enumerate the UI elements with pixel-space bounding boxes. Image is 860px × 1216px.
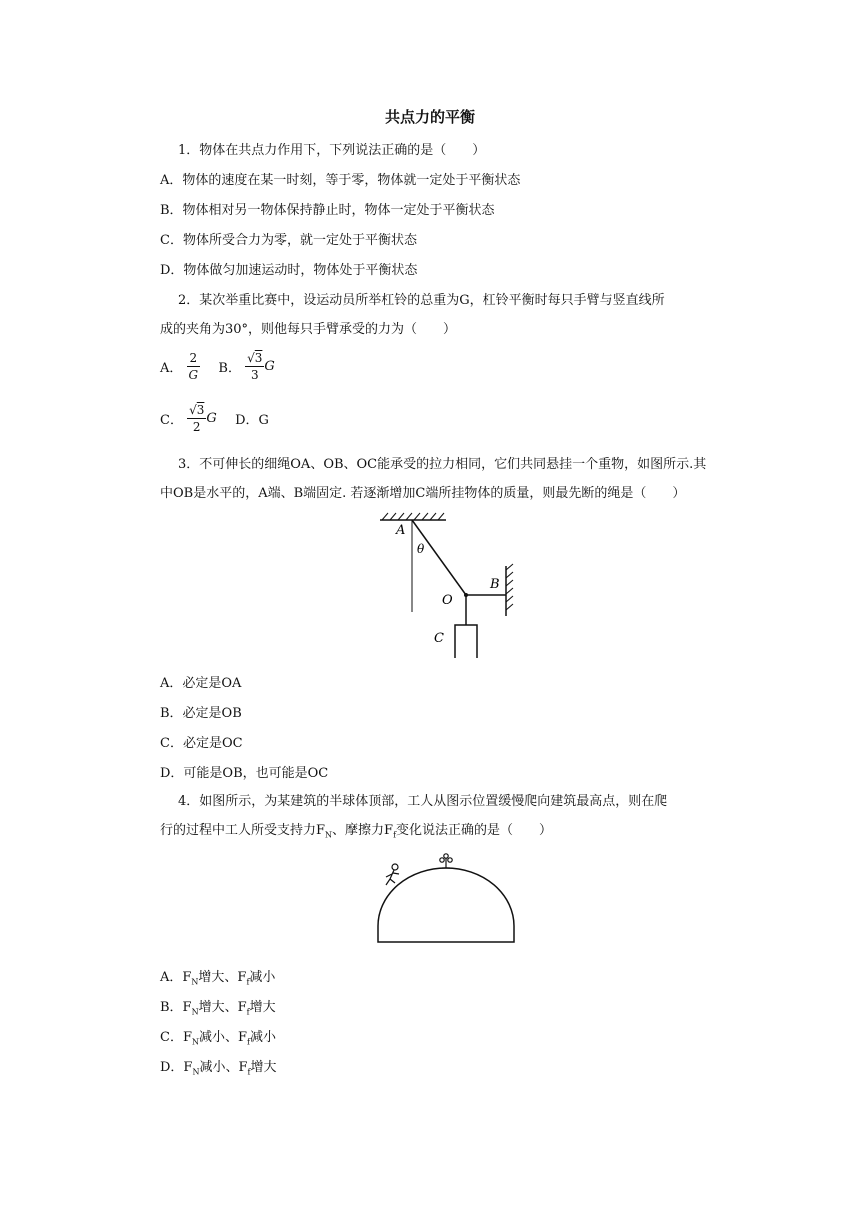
q4-option-c: C．$F_N$减小、$F_f$减小 — [160, 1030, 276, 1047]
q3-label-c: C — [434, 631, 444, 646]
q2-option-a-label: A． — [160, 361, 183, 376]
finial-icon — [440, 854, 452, 868]
q4-figure-dome — [370, 846, 520, 946]
q1-option-b: B．物体相对另一物体保持静止时，物体一定处于平衡状态 — [160, 203, 495, 218]
q2-c-g: G — [206, 411, 217, 426]
q1-stem: 1．物体在共点力作用下，下列说法正确的是（ ） — [178, 143, 486, 158]
q3-label-a: A — [396, 523, 406, 538]
q2-option-b-label: B． — [218, 361, 241, 376]
q1-option-a: A．物体的速度在某一时刻，等于零，物体就一定处于平衡状态 — [160, 173, 521, 188]
q3-stem-line1: 3．不可伸长的细绳OA、OB、OC能承受的拉力相同，它们共同悬挂一个重物，如图所示.其 — [178, 457, 707, 472]
q2-b-numerator: √3 — [247, 351, 263, 365]
q4-option-b: B．$F_N$增大、$F_f$增大 — [160, 1000, 276, 1017]
q2-stem-line1: 2．某次举重比赛中，设运动员所举杠铃的总重为G，杠铃平衡时每只手臂与竖直线所 — [178, 293, 665, 308]
q4-option-d: D．$F_N$减小、$F_f$增大 — [160, 1060, 277, 1077]
q4-option-a: A．$F_N$增大、$F_f$减小 — [160, 970, 276, 987]
q2-c-denominator: 2 — [192, 420, 201, 434]
q2-b-denominator: 3 — [250, 368, 259, 382]
q2-option-c-label: C． — [160, 413, 183, 428]
q4-stem-line1: 4．如图所示，为某建筑的半球体顶部，工人从图示位置缓慢爬向建筑最高点，则在爬 — [178, 794, 668, 809]
q3-stem-line2: 中OB是水平的，A端、B端固定. 若逐渐增加C端所挂物体的质量，则最先断的绳是（ ） — [160, 486, 686, 501]
q2-option-d: D．G — [235, 413, 269, 428]
q3-label-b: B — [490, 577, 500, 592]
q3-option-d: D．可能是OB，也可能是OC — [160, 766, 329, 781]
q3-label-theta: θ — [417, 542, 425, 556]
q2-options-row2 — [160, 402, 269, 435]
q1-option-d: D．物体做匀加速运动时，物体处于平衡状态 — [160, 263, 418, 278]
q2-stem-line2: 成的夹角为30°，则他每只手臂承受的力为（ ） — [160, 322, 457, 337]
q3-option-c: C．必定是OC — [160, 736, 243, 751]
page-title: 共点力的平衡 — [384, 108, 475, 126]
q1-option-c: C．物体所受合力为零，就一定处于平衡状态 — [160, 233, 417, 248]
q2-a-numerator: 2 — [187, 350, 201, 367]
q2-options-row1 — [160, 350, 275, 383]
q3-label-o: O — [442, 593, 453, 608]
q2-option-c-fraction — [187, 402, 206, 435]
q2-b-g: G — [264, 359, 275, 374]
q3-option-b: B．必定是OB — [160, 706, 242, 721]
worker-icon — [386, 864, 399, 885]
q2-option-b-fraction — [245, 350, 264, 383]
q3-figure-rope-diagram — [370, 508, 520, 663]
q4-stem-line2: 行的过程中工人所受支持力$F_N$、摩擦力$F_f$变化说法正确的是（ ） — [160, 823, 553, 840]
q2-c-numerator: √3 — [189, 403, 205, 417]
q2-a-denominator: G — [188, 368, 199, 382]
q2-option-a-fraction — [187, 350, 201, 383]
q3-option-a: A．必定是OA — [160, 676, 242, 691]
